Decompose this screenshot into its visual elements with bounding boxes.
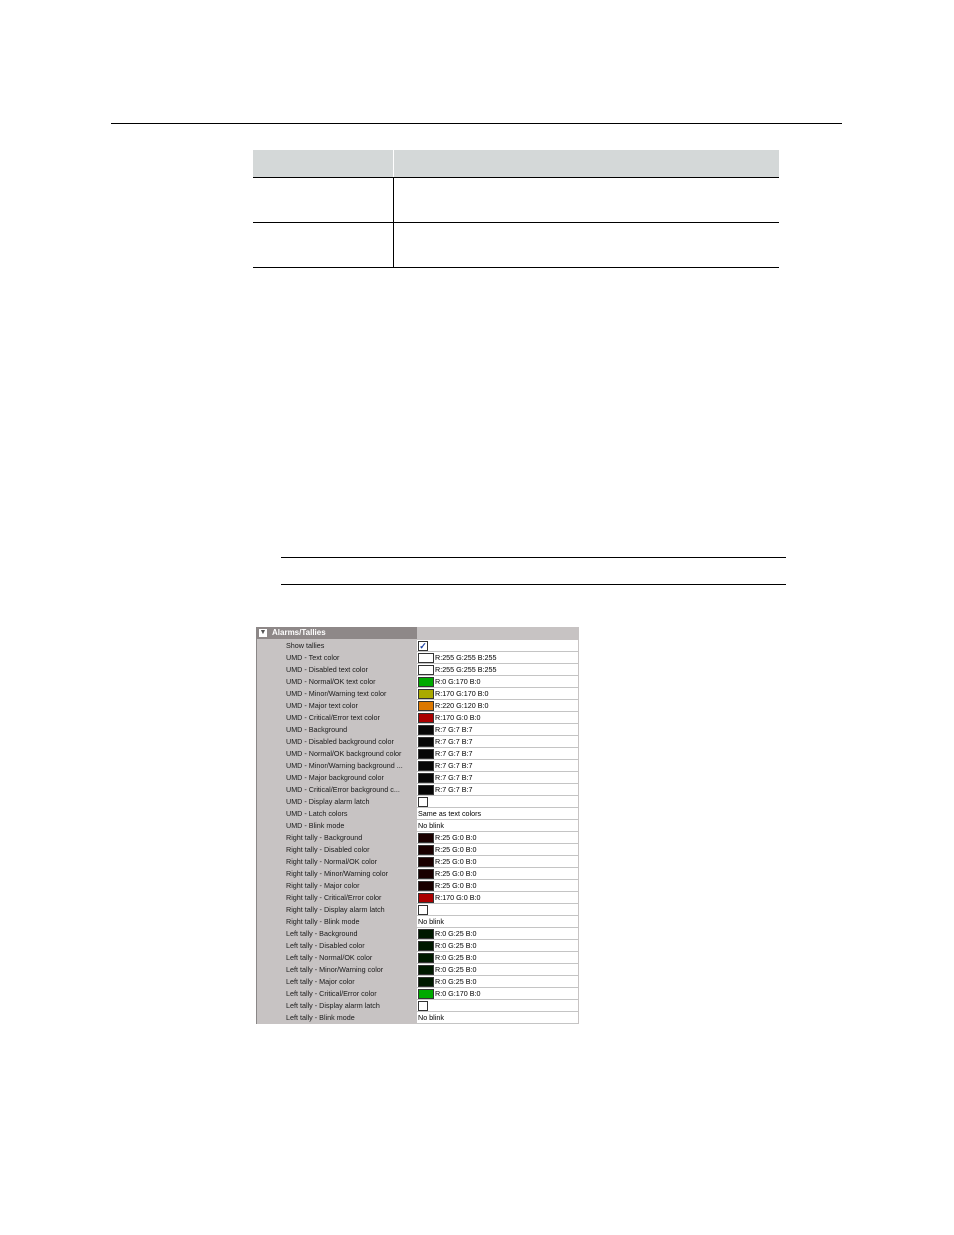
color-swatch[interactable]: [418, 881, 434, 891]
property-row[interactable]: [257, 820, 579, 832]
property-value[interactable]: [417, 652, 578, 664]
property-value-text: Same as text colors: [418, 809, 482, 818]
property-row[interactable]: [257, 964, 579, 976]
property-value[interactable]: [417, 772, 578, 784]
checked-checkbox-icon[interactable]: ✓: [419, 641, 427, 651]
collapse-arrow-icon[interactable]: ▼: [259, 629, 267, 636]
color-value-text: R:7 G:7 B:7: [435, 749, 473, 758]
note-top-rule: [281, 557, 786, 558]
parameter-table: [253, 150, 779, 268]
property-row[interactable]: [257, 832, 579, 844]
color-value-text: R:0 G:25 B:0: [435, 965, 477, 974]
color-value-text: R:170 G:0 B:0: [435, 893, 481, 902]
property-value[interactable]: [417, 1000, 578, 1012]
property-row[interactable]: [257, 736, 579, 748]
property-value[interactable]: [417, 700, 578, 712]
color-value-text: R:0 G:170 B:0: [435, 677, 481, 686]
table-row: [253, 223, 779, 268]
property-value-text: No blink: [418, 917, 444, 926]
color-swatch[interactable]: [418, 653, 434, 663]
color-swatch[interactable]: [418, 941, 434, 951]
alarms-tallies-property-panel: [256, 627, 579, 1024]
property-value[interactable]: [417, 832, 578, 844]
page-header-rule: [111, 123, 842, 124]
property-label: Left tally - Background: [286, 929, 358, 938]
color-value-text: R:7 G:7 B:7: [435, 725, 473, 734]
property-value[interactable]: [417, 688, 578, 700]
panel-title-cell[interactable]: [257, 627, 417, 639]
note-bottom-rule: [281, 584, 786, 585]
color-value-text: R:255 G:255 B:255: [435, 665, 497, 674]
color-swatch[interactable]: [418, 965, 434, 975]
property-label: UMD - Text color: [286, 653, 340, 662]
color-value-text: R:0 G:25 B:0: [435, 953, 477, 962]
property-row[interactable]: [257, 784, 579, 796]
color-swatch[interactable]: [418, 857, 434, 867]
panel-title: Alarms/Tallies: [272, 628, 326, 637]
property-label: UMD - Disabled text color: [286, 665, 368, 674]
property-row[interactable]: [257, 796, 579, 808]
color-swatch[interactable]: [418, 713, 434, 723]
property-value[interactable]: [417, 724, 578, 736]
property-label: UMD - Major background color: [286, 773, 384, 782]
column-divider: [393, 178, 394, 222]
color-swatch[interactable]: [418, 845, 434, 855]
property-label: UMD - Critical/Error text color: [286, 713, 380, 722]
color-value-text: R:25 G:0 B:0: [435, 833, 477, 842]
property-label: UMD - Display alarm latch: [286, 797, 370, 806]
property-row[interactable]: [257, 712, 579, 724]
property-label: UMD - Critical/Error background c...: [286, 785, 400, 794]
property-value[interactable]: [417, 964, 578, 976]
color-swatch[interactable]: [418, 665, 434, 675]
color-value-text: R:170 G:170 B:0: [435, 689, 489, 698]
color-value-text: R:25 G:0 B:0: [435, 881, 477, 890]
color-value-text: R:25 G:0 B:0: [435, 845, 477, 854]
property-row[interactable]: [257, 844, 579, 856]
property-value[interactable]: [417, 916, 578, 928]
property-row[interactable]: [257, 856, 579, 868]
color-swatch[interactable]: [418, 701, 434, 711]
property-row[interactable]: [257, 640, 579, 652]
color-value-text: R:0 G:25 B:0: [435, 941, 477, 950]
property-row[interactable]: [257, 1000, 579, 1012]
property-label: Right tally - Disabled color: [286, 845, 370, 854]
color-value-text: R:25 G:0 B:0: [435, 869, 477, 878]
unchecked-checkbox-icon[interactable]: [418, 905, 428, 915]
unchecked-checkbox-icon[interactable]: [418, 1001, 428, 1011]
property-row[interactable]: [257, 952, 579, 964]
property-row[interactable]: [257, 772, 579, 784]
table-row: [253, 178, 779, 223]
property-row[interactable]: [257, 760, 579, 772]
color-value-text: R:7 G:7 B:7: [435, 737, 473, 746]
property-label: UMD - Normal/OK text color: [286, 677, 376, 686]
color-value-text: R:7 G:7 B:7: [435, 761, 473, 770]
color-swatch[interactable]: [418, 929, 434, 939]
color-swatch[interactable]: [418, 953, 434, 963]
property-label: Right tally - Blink mode: [286, 917, 360, 926]
property-value[interactable]: [417, 760, 578, 772]
property-row[interactable]: [257, 808, 579, 820]
property-value[interactable]: [417, 748, 578, 760]
color-swatch[interactable]: [418, 869, 434, 879]
property-value[interactable]: [417, 928, 578, 940]
property-row[interactable]: [257, 892, 579, 904]
parameter-table-header: [253, 150, 779, 178]
property-row[interactable]: [257, 868, 579, 880]
property-label: UMD - Background: [286, 725, 348, 734]
property-value[interactable]: [417, 952, 578, 964]
property-row[interactable]: [257, 976, 579, 988]
property-row[interactable]: [257, 988, 579, 1000]
panel-title-row[interactable]: [257, 627, 579, 639]
property-row[interactable]: [257, 700, 579, 712]
property-label: Left tally - Minor/Warning color: [286, 965, 384, 974]
property-label: Right tally - Normal/OK color: [286, 857, 378, 866]
property-label: Right tally - Minor/Warning color: [286, 869, 388, 878]
color-swatch[interactable]: [418, 737, 434, 747]
property-label: Show tallies: [286, 641, 325, 650]
property-label: Right tally - Critical/Error color: [286, 893, 382, 902]
color-swatch[interactable]: [418, 989, 434, 999]
color-value-text: R:170 G:0 B:0: [435, 713, 481, 722]
property-label: Left tally - Display alarm latch: [286, 1001, 380, 1010]
property-label: UMD - Major text color: [286, 701, 358, 710]
property-label: Left tally - Critical/Error color: [286, 989, 377, 998]
property-value[interactable]: [417, 976, 578, 988]
property-value[interactable]: [417, 796, 578, 808]
property-value[interactable]: [417, 664, 578, 676]
property-row[interactable]: [257, 652, 579, 664]
property-row[interactable]: [257, 928, 579, 940]
column-divider: [393, 223, 394, 267]
property-row[interactable]: [257, 940, 579, 952]
property-value[interactable]: [417, 904, 578, 916]
property-value[interactable]: [417, 808, 578, 820]
color-swatch[interactable]: [418, 833, 434, 843]
property-value-text: No blink: [418, 1013, 444, 1022]
color-swatch[interactable]: [418, 749, 434, 759]
color-value-text: R:0 G:25 B:0: [435, 977, 477, 986]
property-value-text: No blink: [418, 821, 444, 830]
property-row[interactable]: [257, 748, 579, 760]
color-swatch[interactable]: [418, 773, 434, 783]
unchecked-checkbox-icon[interactable]: [418, 797, 428, 807]
color-value-text: R:220 G:120 B:0: [435, 701, 489, 710]
property-label: UMD - Minor/Warning text color: [286, 689, 387, 698]
property-row[interactable]: [257, 676, 579, 688]
property-label: UMD - Blink mode: [286, 821, 345, 830]
property-label: UMD - Disabled background color: [286, 737, 394, 746]
color-value-text: R:25 G:0 B:0: [435, 857, 477, 866]
property-label: UMD - Latch colors: [286, 809, 348, 818]
property-value[interactable]: [417, 856, 578, 868]
color-value-text: R:7 G:7 B:7: [435, 773, 473, 782]
color-value-text: R:0 G:25 B:0: [435, 929, 477, 938]
property-value[interactable]: [417, 988, 578, 1000]
property-label: Left tally - Normal/OK color: [286, 953, 373, 962]
property-row[interactable]: [257, 724, 579, 736]
property-row[interactable]: [257, 904, 579, 916]
color-swatch[interactable]: [418, 725, 434, 735]
property-value[interactable]: [417, 844, 578, 856]
color-value-text: R:255 G:255 B:255: [435, 653, 497, 662]
property-value[interactable]: [417, 880, 578, 892]
property-label: Left tally - Blink mode: [286, 1013, 355, 1022]
property-value[interactable]: [417, 640, 578, 652]
color-swatch[interactable]: [418, 689, 434, 699]
color-swatch[interactable]: [418, 785, 434, 795]
property-value[interactable]: [417, 820, 578, 832]
property-value[interactable]: [417, 892, 578, 904]
color-value-text: R:7 G:7 B:7: [435, 785, 473, 794]
property-label: Left tally - Major color: [286, 977, 355, 986]
property-value[interactable]: [417, 940, 578, 952]
color-swatch[interactable]: [418, 677, 434, 687]
property-row[interactable]: [257, 916, 579, 928]
property-value[interactable]: [417, 712, 578, 724]
property-value[interactable]: [417, 868, 578, 880]
property-value[interactable]: [417, 676, 578, 688]
color-value-text: R:0 G:170 B:0: [435, 989, 481, 998]
property-value[interactable]: [417, 1012, 578, 1024]
property-row[interactable]: [257, 880, 579, 892]
property-label: UMD - Minor/Warning background ...: [286, 761, 403, 770]
color-swatch[interactable]: [418, 761, 434, 771]
property-label: Right tally - Display alarm latch: [286, 905, 385, 914]
property-value[interactable]: [417, 784, 578, 796]
color-swatch[interactable]: [418, 977, 434, 987]
property-label: UMD - Normal/OK background color: [286, 749, 402, 758]
property-row[interactable]: [257, 688, 579, 700]
color-swatch[interactable]: [418, 893, 434, 903]
property-value[interactable]: [417, 736, 578, 748]
property-label: Right tally - Major color: [286, 881, 360, 890]
property-label: Right tally - Background: [286, 833, 363, 842]
property-row[interactable]: [257, 664, 579, 676]
property-label: Left tally - Disabled color: [286, 941, 365, 950]
property-row[interactable]: [257, 1012, 579, 1024]
panel-title-spacer: [417, 627, 579, 639]
column-divider: [393, 150, 394, 177]
